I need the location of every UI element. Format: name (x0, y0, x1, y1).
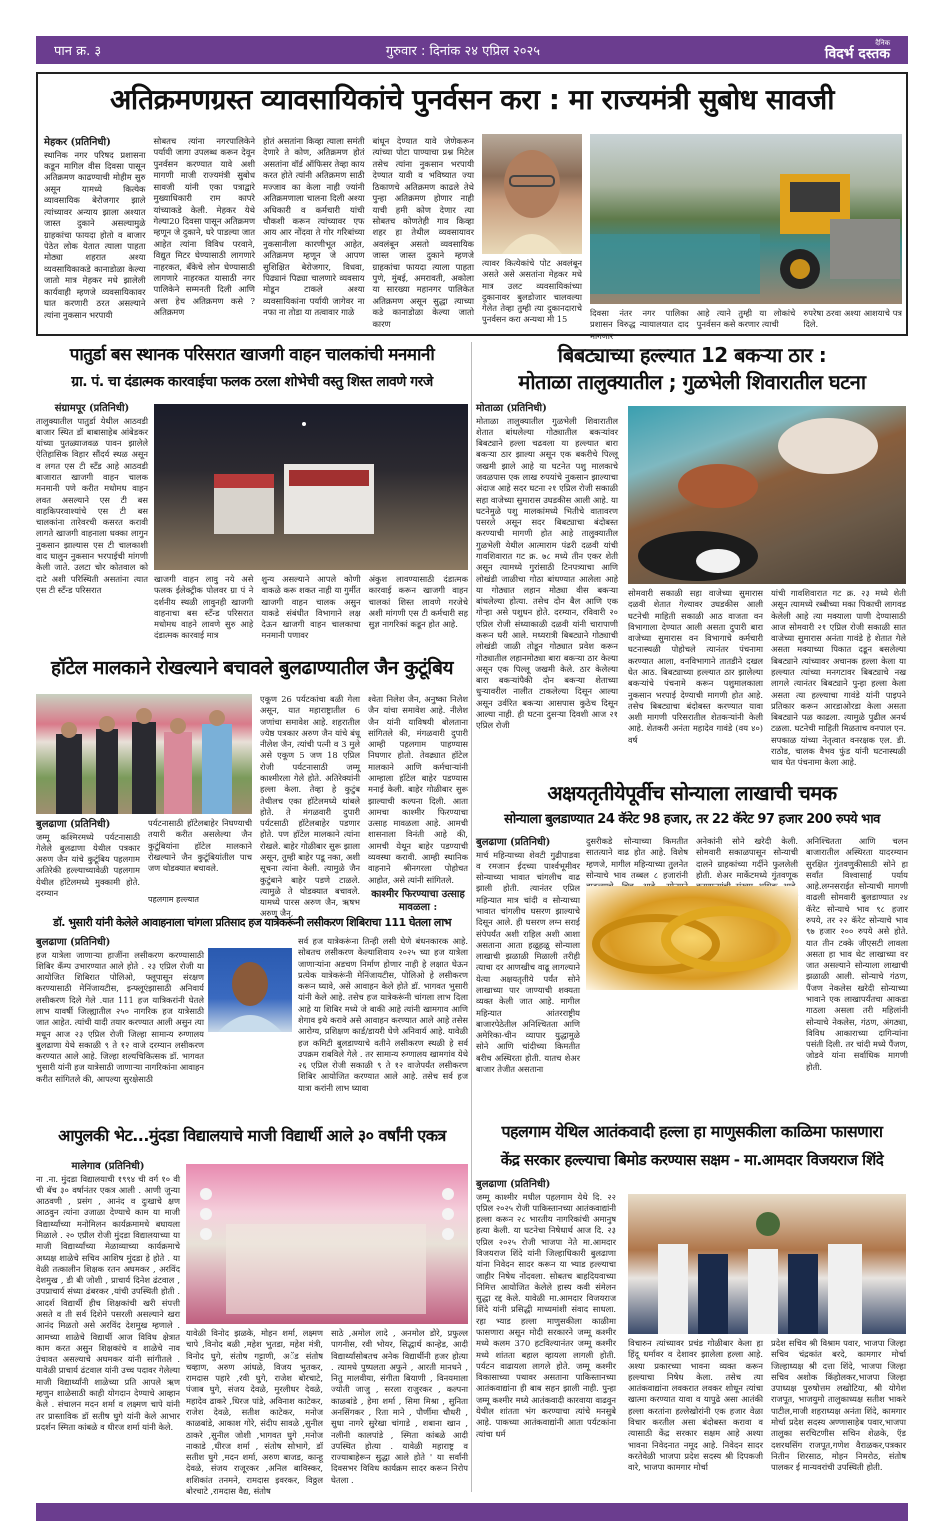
article-column (36, 1160, 180, 1498)
article-subheadline: केंद्र सरकार हल्ल्याचा बिमोड करण्यास सक्षम - मा.आमदार विजयराज शिंदे (500, 1151, 884, 1169)
gold-bangles-photo (586, 886, 798, 990)
issue-date: गुरुवार : दिनांक २४ एप्रिल २०२५ (385, 44, 541, 59)
column-divider (471, 342, 472, 1492)
article-gold-price (476, 778, 908, 1112)
article-subheadline: मोताळा तालुक्यातील ; गुळभेली शिवारातील घटना (518, 370, 866, 394)
article-subheadline: सोन्याला बुलडाण्यात 24 कॅरेट 98 हजार, तर 22 कॅरेट 97 हजार 200 रुपये भाव (504, 812, 880, 827)
article-text: मोताळा तालुक्यातील गुळभेली शिवारातील शेतात बांधलेल्या गोठ्यातील बकऱ्यांवर बिबट्याने हल्ला चढवला या हल्ल्यात बारा बकऱ्या ठार झाल्या असून एक बकरीचे पिल्लू जखमी झाले आहे या घटनेत पशु मालकाचे जवळपास एक लाख रुपयांचे नुकसान झाल्याचा अंदाज आहे सदर घटना २१ एप्रिल रोजी सकाळी सहा वाजेच्या सुमारास उघडकीस आली आहे. या घटनेमुळे पशु मालकांमध्ये भितीचे वातावरण पसरले असून सदर बिबट्याचा बंदोबस्त करण्याची मागणी होत आहे तालुक्यातील गुळभेली येथील आत्माराम पंढरी दळवी यांची गावशिवारात गट क्र. ७८ मध्ये तीन एकर शेती असून त्यामध्ये गुरांसाठी टिनपत्र्याचा आणि लोखंडी जाळीचा गोठा बांधण्यात आलेला आहे या गोठ्यात लहान मोठ्या वीस बकऱ्या बांधलेल्या होत्या. तसेच दोन बैल आणि एक गोऱ्हा असे पशुधन होते. दरम्यान, रविवारी २० एप्रिल रोजी संध्याकाळी दळवी यांनी चारापाणी करून घरी आले. मध्यरात्री बिबट्याने गोठ्याची लोखंडी जाळी तोडून गोठ्यात प्रवेश करून गोठ्यातील लहानमोठ्या बारा बकऱ्या ठार केल्या असून एक पिल्लू जखमी केले. ठार केलेल्या बारा बकऱ्यांपैकी दोन बकऱ्या शेताच्या धुऱ्यावरील नालीत टाकलेल्या दिसून आल्या असून उर्वरित बकऱ्या आसपास कुठेच दिसून आल्या नाही. ही घटना दुसऱ्या दिवशी आज २१ एप्रिल रोजी (476, 415, 618, 731)
photo-caption: पहलगाम हल्ल्यात (148, 895, 199, 904)
article-subheadline-wrap (36, 368, 468, 398)
article-headline: आपुलकी भेट...मुंदडा विद्यालयाचे माजी विद्यार्थी आले ३० वर्षांनी एकत्र (58, 1126, 446, 1145)
article-headline: डॉ. भुसारी यांनी केलेले आवाहनाला चांगला प्रतिसाद हज यात्रेकरूंनी लसीकरण शिबिराचा 111 घेतला लाभ (53, 916, 451, 929)
article-column: प्रदेश सचिव श्री विश्राम पवार, भाजपा जिल्हा सचिव चंद्रकांत बरदे, कामगार मोर्चा जिल्हाध्यक्ष श्री दत्ता शिंदे, भाजपा जिल्हा सचिव अशोक किंहोलकर,भाजपा जिल्हा उपाध्यक्ष पुरुषोत्तम लखोटिया, श्री योगेश राजपूत, भाजयुमो तालुकाध्यक्ष सतीश भाकरे पाटील,माजी शहराध्यक्ष अनंता शिंदे, कामगार मोर्चा प्रदेश सदस्य अण्णासाहेब पवार,भाजपा तालुका सरचिटणीस सचिन शेळके, ऍड दशरथसिंग राजपूत,गणेश वैराळकर,पत्रकार नितीन शिरसाठ, मोहन निमरोठ, संतोष पालकर ई मान्यवरांची उपस्थिती होती. (771, 1338, 906, 1473)
footer-bar (36, 1503, 908, 1521)
dead-goats-photo (628, 406, 906, 584)
bangle-icon (586, 886, 798, 990)
article-column: सोबतच त्यांना नगरपालिकेने पर्यायी जागा उपलब्ध करून देवून पुनर्वसन करण्यात यावे अशी मागणी माजी राज्यमंत्री सुबोध सावजी यांनी एका पत्राद्वारे मुख्याधिकारी राम कापरे यांच्याकडे केली. मेहकर येथे गेल्या20 दिवसा पासून अतिक्रमण म्हणून जे दुकाने, घरे पाडल्या जात आहेत त्यांना विविध परवाने, विद्युत मिटर घेण्यासाठी लागणारे नाहरकत, बँकेचे लोन घेण्यासाठी लागणारे नाहरकत यासाठी नगर पालिकेने सम्मनती दिली आणि अत्ता हेच अतिक्रमण कसे ? अतिक्रमण (153, 136, 255, 318)
officials-group-icon (628, 1194, 906, 1334)
doctor-portrait-photo (208, 948, 292, 1032)
article-text: हज यात्रेला जाणाऱ्या हाजींना लसीकरण करण्यासाठी शिबिर कँम्प उभारण्यात आले होते . २३ एप्रिल रोजी या आयोजित शिबिरात पोलिओ, फ्लूपासून संरक्षण करण्यासाठी मेनिंजायटीस, इन्फ्लूएंझासाठी अनिवार्य लसीकरण दिले गेले .यात 111 हज यात्रिकरांनी घेतले लाभ यावर्षी जिल्ह्यातील २५० नागरिक हज यात्रेसाठी जात आहेत. त्यांची यादी तयार करण्यात आली असुन त्या मधून आज २३ एप्रिल रोजी जिल्हा सामान्य रुग्णालय बुलढाणा येथे सकाळी ९ ते १२ वाजे दरम्यान लसीकरण करण्यात आले आहे. जिल्हा शल्यचिकित्सक डॉ. भागवत भुसारी यांनी हज यात्रेसाठी जाणाऱ्या नागरिकांना आवाहन करीत सांगितले की, आपल्या सुरक्षेसाठी (36, 949, 204, 1084)
article-column: खाजगी वाहन लावु नये असे फलक ईलेक्ट्रीक पोलवर ग्रा पं ने दर्शनीय स्थळी लावुनही खाजगी वाहनाचा बस स्टँन्ड परिसरात मधोमध वाहने लावणे सुरु आहे दंडात्मक कारवाई मात्र (154, 574, 254, 641)
article-column: अंकुश लावण्यासाठी दंडात्मक कारवाई करून खाजगी वाहन चालकां शिस्त लावणे गरजेचे अशी मांगणी एस टी कर्मचारी सह सुज्ञ नागरिकां कडून होत आहे. (368, 574, 468, 630)
dateline: बुलढाणा (प्रतिनिधी) (36, 819, 111, 830)
article-jain-family (36, 650, 468, 919)
article-text: तालुक्यातील पातुर्डा येथील आठवडी बाजार स्थित डॉ बाबासाहेब आंबेडकर यांच्या पुतळ्याजवळ पावन झालेले ऐतिहासिक विहार सौंदर्य स्थळ असून व लगत एस टी स्टँड आहे आठवडी बाजारात खाजगी वाहन चालक मनमानी पणे करीत मधोमध वाहन लवत असल्याने एस टी बस वाहकिपरवाश्यांचे एस टी बस चालकांना तारेवरची कसरत करावी लागते खाजगी वाहनाला धक्का लागुन नुकसान झाल्यास एस टी चालकाशी वाद घालुन नुकसान भरपाईची मांगणी केली जाते. उलटा चोर कोतवाल को दाटे अशी परिस्थिती असतांना त्यात एस टी स्टँन्ड परिसरात (36, 415, 148, 595)
bulldozer-demolition-photo (590, 134, 902, 304)
article-paturda-bus (36, 342, 468, 642)
article-column: सर्व हज यात्रेकरूंना तिन्ही लसी घेणे बंधनकारक आहे. सोबतच लसीकरण केल्याशिवाय २०२५ च्या हज यात्रेला जाणाऱ्यांना अडचण निर्माण होणार नाही हे लक्षात घेऊन प्रत्येक यात्रेकरूंनी मेनिंजायटीस, पोलिओ हे लसीकरण करून घ्यावे, असे आवाहन केले होते डॉ. भागवत भुसारी यांनी केले आहे. तसेच हज यात्रेकरूंनी चांगला लाभ दिला आहे या शिबिर मध्ये जे बाकी आहे त्यांनी खामगाव आणि शेगाव इथे करावे असे आवाहन करण्यात आले आहे तसेस आरोग्य, प्रशिक्षण कार्ड/डायरी घेणे अनिवार्य आहे. यावेळी हज कमिटी बुलडाण्याचे वतीने लसीकरण स्थळी हे सर्व उपक्रम राबविले गेले . तर सामान्य रुग्णालय खामगांव येथे २६ एप्रिल रोजी सकाळी ९ ते १२ वाजेपर्यंत लसीकरण शिबिर आयोजित करण्यात आले आहे. तसेच सर्व हज यात्रा करांनी लाभ घ्यावा (298, 936, 468, 1093)
article-body-top (586, 836, 798, 880)
article-column: विचारुन त्यांच्यावर प्रचंड गोळीबार केला हा हिंदू धर्मावर व देशावर झालेला हल्ला आहे. अश्या प्रकारच्या भावना व्यक्त करून हल्ल्याचा निषेध केला. तसेच त्या आतंकवाद्यांना लवकरात लवकर शोधून त्यांचा खात्मा करण्यात यावा व यापुढे असा आतंकी हल्ला करतांना हल्लेखोरांनी एक हजार वेळा विचार करतील असा बंदोबस्त करावा व त्यासाठी केंद्र सरकार सक्षम आहे अश्या भावना निवेदनात नमूद आहे. निवेदन सादर करतेवेळी भाजपा प्रदेश सदस्य श्री दिपकजी वारे, भाजपा कामगार मोर्चा (628, 1338, 763, 1473)
dateline: मेहकर (प्रतिनिधी) (44, 137, 111, 148)
people-group-icon (36, 694, 252, 814)
article-column: साठे ,अमोल लादे , अनमोल डोरे, प्रफुल्ल पागनीस, रवी भोयर, सिद्धार्थ कान्हेड, आदी विद्यार्थ्यांसोबतच अनेक विद्यार्थीनी हजर होत्या . त्यामधे पुष्पलता अफुने , आरती मानधने , नितु मालवीया, संगीता बियाणी , विनयमाला ज्योती जाजु , सरला राजुरकर , कल्पना काळबांडे , हेमा शर्मा , सिमा मिश्रा , सुनिता अनसिंगकर , रिता माने , पौर्णीमा चौधरी , सुधा नागरे सुरेखा चांगाडे , शबाना खान , नलीनी कालपांडे , स्मिता कांबळे आदी उपस्थित होत्या . यावेळी महाराष्ट्र व राज्याबाहेरून सुद्धा आले होते ' या सर्वांनी दिवसभर विविध कार्यक्रम सादर करून निरोप घेतला . (331, 1328, 468, 1485)
article-body (44, 136, 474, 332)
article-headline: पहलगाम येथिल आतंकवादी हल्ला हा माणुसकीला काळिमा फासणारा (501, 1122, 883, 1141)
article-body (628, 588, 906, 770)
article-column (36, 936, 204, 1112)
article-column (476, 1178, 616, 1498)
article-leopard-attack (476, 342, 908, 772)
article-headline: बिबट्याच्या हल्ल्यात 12 बकऱ्या ठार : (557, 343, 827, 367)
article-school-reunion (36, 1118, 468, 1498)
balloon-arch-icon (186, 1164, 468, 1324)
article-headline: हॉटेल मालकाने रोखल्याने बचावले बुलढाण्यातील जैन कुटूंबिय (50, 657, 454, 679)
dateline: बुलढाणा (प्रतिनिधी) (476, 837, 551, 848)
article-column: त्यावर कित्येकांचे पोट अवलंबून असते असे असतांना मेहकर मधे मात्र उलट व्यवसायिकांच्या दुकानावर बुलडोजार चालवल्या गेलेत तेव्हा तुम्ही त्या दुकानदाराचे पुनर्वसन करा अन्यथा मी 15 (482, 258, 582, 325)
bus-icon (154, 404, 468, 570)
article-column: एकूण 26 पर्यटकांचा बळी गेला असून, यात महाराष्ट्रातील 6 जणांचा समावेश आहे. शहरातील ज्येष्ठ पत्रकार अरुण जैन यांचे बंधू नीलेश जैन, त्यांची पत्नी व 3 मुले असे एकूण 5 जण 18 एप्रिल रोजी पर्यटनासाठी जम्मू काश्मीरला गेले होते. अतिरेक्यांनी हल्ला केला. तेव्हा हे कुटुंब तेथीलच एका हॉटेलमध्ये थांबले होते. ते मंगळवारी दुपारी पर्यटसाठी हॉटेलबाहेर पडणार होते. पण हॉटेल मालकाने त्यांना रोखले. बाहेर गोळीबार सुरू झाला असून, तुम्ही बाहेर पडू नका, अशी सूचना त्यांना केली. त्यामुळे जैन कुटुंबाने बाहेर पडणे टाळले. त्यामुळे ते थोडक्यात बचावले. यामध्ये पारस अरुण जैन, ऋषभ अरुण जैन, (260, 694, 360, 919)
article-body (186, 1328, 468, 1498)
newspaper-logo (825, 40, 890, 61)
brand-name: विदर्भ दस्तक (824, 45, 890, 62)
article-text: ना .ना. मुंदडा विद्यालयाची १९९४ ची वर्ग १० वी ची बॅच ३० वर्षानंतर एकत्र आली . आणी जुन्या आठवणी , प्रसंग , आनंद व दुःखाचे क्षण आठवुन त्यांना उजाळा देण्याचे काम या माजी विद्यार्थ्यांच्या मनोमिलन कार्यक्रमामधे बघायला मिळाले . २० एप्रील रोजी मुंदडा विद्यालयाच्या या माजी विद्यार्थ्यांच्या मेळाव्याच्या कार्यक्रमाचे अध्यक्ष शाळेचे सचिव आशिष मुंदडा हे होते . या वेळी तत्कालीन शिक्षक रतन अघमकर , अरविंद देशमुख , डी बी जोशी , प्राचार्य दिनेश ढंटवाल , उपप्राचार्य संध्या ढंबरकर ,यांची उपस्थिती होती . आदर्श विद्यार्थी हीच शिक्षकांची खरी संपत्ती असते व ती सर्व दिशेने पसरली असल्याने खरा आनंद मिळतो असे अरविंद देशमुख म्हणाले . आमच्या शाळेचे विद्यार्थी आज विविध क्षेत्रात काम करत असुन शिक्षकांचे व शाळेचे नाव उंचावत असल्याचे अघमकर यांनी सांगीतले . यावेळी प्राचार्य ढंटवाल यांनी उच्च पदावर गेलेल्या माजी विद्यार्थ्यांनी शाळेच्या प्रति आपले ऋण म्हणुन शाळेसाठी काही योगदान देण्याचे आव्हान केले . संचालन मदन शर्मा व लक्ष्मण चापे यांनी तर प्रास्ताविक डॉ सतीष घुगे यांनी केले आभार प्रदर्शन स्मिता कांबळे व धीरज शर्मा यांनी केले. (36, 1173, 180, 1432)
article-column: दुसरीकडे सोन्याच्या किमतीत सातत्याने वाढ होत आहे. विशेष म्हणजे, मागील महिन्याच्या तुलनेत सोन्याचे भाव तब्बल ८ हजारांनी (586, 836, 688, 880)
goat-icon (628, 406, 906, 584)
article-encroachment (36, 72, 908, 341)
article-column: आहे त्याने तुम्ही या लोकांचे पुनर्वसन कसे करणार त्याची (696, 308, 796, 330)
article-column: पर्यटनासाठी हॉटेलबाहेर निघण्याची तयारी करीत असलेल्या जैन कुटूंबियांना हॉटेल मालकाने रोखल्याने जैन कुटूंबियांतील पाच जण थोडक्यात बचावले. (148, 818, 252, 874)
article-body (260, 694, 468, 919)
article-column: यांची गावशिवारात गट क्र. २३ मध्ये शेती असून त्यामध्ये रब्बीच्या मका पिकाची लागवड केलेली आहे त्या मक्याला पाणी देण्यासाठी आज सोमवारी २१ एप्रिल रोजी सकाळी सात वाजेच्या सुमारास अनंता गावंडे हे शेतात गेले असता मक्याच्या पिकात दडून बसलेल्या बिबट्याने त्यांच्यावर अचानक हल्ला केला या हल्ल्यात त्यांच्या मनगटावर बिबट्याचे नख लागले त्यानंतर बिबट्याने पुन्हा हल्ला केला असता त्या हल्ल्याचा गावंडे यांनी पाइपने प्रतिकार करून आरडाओरडा केला असता बिबट्याने पळ काढला. त्यामुळे पुढील अनर्थ टळला. घटनेची माहिती मिळताच वनपाल एन. सपकाळ यांच्या नेतृत्वात वनरक्षक एल. डी. राठोड, चालक वैभव फुंड यांनी घटनास्थळी धाव घेत पंचनामा केला आहे. (771, 588, 906, 768)
brand-tagline: दैनिक (875, 38, 890, 47)
dateline: मोताळा (प्रतिनिधी) (476, 403, 547, 414)
dateline: मालेगाव (प्रतिनिधी) (71, 1161, 145, 1172)
article-column: सोमवारी सकाळी सहा वाजेच्या सुमारास दळवी शेतात गेल्यावर उघडकीस आली घटनेची माहिती सकाळी आठ वाजता वन विभागाला देण्यात आली असता दुपारी बारा वाजेच्या सुमारास वन विभागाचे कर्मचारी घटनास्थळी पोहोचले त्यानंतर पंचनामा करण्यात आला, वनविभागाने तातडीने दखल घेत आठ. बिबट्याच्या हल्ल्यात ठार झालेल्या बकऱ्यांचे पंचनामे करून पशुमालकाला नुकसान भरपाई देण्याची मागणी होत आहे. तसेच बिबट्याचा बंदोबस्त करण्यात यावा अशी मागणी परिसरातील शेतकऱ्यांनी केली आहे. शेतकरी अनंता महादेव गावंडे (वय ४०) वर्ष (628, 588, 763, 745)
bulldozer-icon (590, 134, 902, 304)
politician-portrait-photo (482, 134, 582, 254)
article-column (36, 402, 148, 642)
article-body (154, 574, 468, 642)
jain-family-photo (36, 694, 252, 814)
gold-body-overflow-note (586, 994, 798, 1112)
memorandum-handover-photo (628, 1194, 906, 1334)
photo-caption-row (590, 308, 903, 341)
portrait-figure-icon (208, 948, 292, 1032)
article-headline: पातुर्डा बस स्थानक परिसरात खाजगी वाहन चालकांची मनमानी (69, 345, 435, 365)
article-column: अनिश्चितता आणि चलन बाजारातील अस्थिरता यादरम्यान सुरक्षित गुंतवणुकीसाठी सोने हा सर्वांत विश्वासार्ह पर्याय आहे.लग्नसराईत सोन्याची मागणी वाढली सोमवारी बुलडाण्यात २४ कॅरेट सोन्याचे भाव ९८ हजार रुपये, तर २२ कॅरेट सोन्याचे भाव ९७ हजार २०० रुपये असे होते. यात तीन टक्के जीएसटी लावला असता हा भाव थेट लाखाच्या वर जात असल्याने सोन्याला लाखाची झळाळी आली. सोन्याचे गंठण, पैंजण नेकलेस खरेदी सोन्याच्या भावाने एक लाखापर्यंतचा आकडा गाठला असला तरी महिलांनी सोन्याचे नेकलेस, गंठण, अंगठ्या, विविध आकाराच्या दागिन्यांना पसंती दिली. तर चांदी मध्ये पैंजण, जोडवे यांना सर्वाधिक मागणी होती. (806, 836, 908, 1072)
dateline: बुलढाणा (प्रतिनिधी) (36, 937, 111, 948)
article-column: यावेळी विनोद झळके, मोहन शर्मा, लक्ष्मण चापे ,विनोद बळी ,महेश भुतडा, महेश मंत्री, विनोद घुगे, संतोष गट्टाणी, अॅड संतोष चव्हाण, अरुण आंधळे, विजय भुतकर, रामदास पहारे ,रवी घुगे, राजेश बोरचाटे, पंजाब घुगे, संजय देवळे, मुरलीधर देवळे, महादेव ढाकरे ,धिरज पांडे, अविनाश काटेकर, राजेश देवळे, सतीश काटेकर, मनोज काळबांडे, आकाश गोरे, संदीप सावळे ,सुनील ठाकरे ,सुनील जोशी ,भागवत घुगे ,मनोज नाकाडे ,धीरज शर्मा , संतोष सोभागे, डॉ सतीश घुगे ,मदन शर्मा, अरुण बाजड, कान्हू देवळे, संजय राजूरकर ,अनिल बाविस्कर, शशिकांत तनमने, रामदास इवरकर, विठ्ठल बोरचाटे ,रामदास वैद्य, संतोष (186, 1328, 323, 1496)
masthead-bar (36, 36, 908, 64)
dateline: संग्रामपूर (प्रतिनिधी) (54, 403, 130, 414)
article-column (476, 402, 618, 770)
portrait-figure-icon (482, 134, 582, 254)
article-headline: अक्षयतृतीयेपूर्वीच सोन्याला लाखाची चमक (547, 781, 837, 805)
article-column: बांधून देण्यात यावे जेणेकरून त्यांच्या पोटा पाण्याचा प्रश्न मिटेल तसेच त्यांना नुकसान भरपायी देण्यात यावी व भविष्यात ज्या ठिकाणचे अतिक्रमण काढले तेथे पुन्हा अतिक्रमण होणार नाही याची हमी कोण देणार त्या सोबतच कोणतेही गाव किव्हा शहर हा तेथील व्यवसायावर अवलंबून असतो व्यवसायिक जास्त जास्त दुकाने म्हणजे ग्राहकांचा फायदा त्याला पाहता पुणे, मुंबई, अमरावती, अकोला या सारख्या महानगर पालिकेत अतिक्रमण असून सुद्धा त्याच्या कडे कानाडोळा केल्या जातो कारण (372, 136, 474, 329)
article-body (36, 818, 252, 898)
article-column: अनेकांनी सोने खरेदी केली. सोमवारी सकाळपासून सोन्याची दालने ग्राहकांच्या गर्दीने फुललेली होती. शेअर मार्केटमध्ये गुंतवणूक (696, 836, 798, 880)
article-subhead: काश्मीर फिरण्याचा उत्साह मावळला : (371, 888, 465, 914)
dateline: बुलढाणा (प्रतिनिधी) (476, 1179, 551, 1190)
article-column: होतं असतांना किव्हा त्याला समंती देणारे ते कोण, अतिक्रमण होतं असतांना वॉर्ड ऑफिसर तेव्हा काय करत होते त्यांनी अतिक्रमण साठी मज्जाव का केला नाही ज्यांनी अतिक्रमणाला चालना दिली अश्या अधिकारी व कर्मचारी यांची चौकशी करून त्यांच्यावर एफ आय आर नोंदवा ते गोर गरिबांच्या नुकसानीला कारणीभूत आहेत, अतिक्रमण म्हणून जे आपण सुशिक्षित बेरोजगार, विधवा, पिढ्यानं पिढ्या चालणारे व्यवसाय मोडून टाकले अश्या व्यवसायिकांना पर्यायी जागेवर ना नफा ना तोडा या तत्वावार गाळे (263, 136, 365, 318)
article-text: जम्मू काश्मीर मधील पहलगाम येथे दि. २२ एप्रिल २०२५ रोजी पाकिस्तानच्या आतंकवाद्यांनी हल्ला करून २८ भारतीय नागरिकांची अमानुष हत्या केली. या घटनेचा निषेधार्थ आज दि. २३ एप्रिल २०२५ रोजी भाजपा नेते मा.आमदार विजयराज शिंदे यांनी जिल्हाधिकारी बुलढाणा यांना निवेदन सादर करून या भ्याड हल्ल्याचा जाहीर निषेध नोंदवला. सोबतच बाहदियवाच्या निमित्त आयोजित केलेले हास्य कवी संमेलन सुद्धा रद्द केले. यावेळी मा.आमदार विजयराज शिंदे यांनी प्रसिद्धी माध्यमांशी संवाद साधला. रहा भ्याड हल्ला माणुसकीला काळीमा फासणारा असून मोदी सरकारने जम्मू कश्मीर मध्ये कलम 370 हटविल्यानंतर जम्मू कश्मीर मध्ये शांतता बहाल व्हायला लागली होती. पर्यटन वाढायला लागले होते. जम्मू कश्मीर विकासाच्या पथावर असताना पाकिस्तानच्या आतंकवाद्यांना ही बाब सहन झाली नाही. पुन्हा जम्मू कश्मीर मध्ये आतंकवादी कारवाया वाढवुन येथील शांतता भंग करण्याचा त्यांचे मनसुबे आहे. पाकच्या आतंकवाद्यांनी आता पर्यटकांना त्यांचा धर्म (476, 1191, 616, 1439)
page-number: पान क्र. ३ (54, 44, 102, 59)
article-column: जम्मू कश्मिरमध्ये पर्यटनासाठी गेलेले बुलढाणा येथील पत्रकार अरुण जैन यांचे कुटूंबिय पहलगाम अतिरेकी हल्ल्याच्यावेळी पहलगाम येथील हॉटेलमध्ये मुक्कामी होते. दरम्यान (36, 831, 140, 898)
article-body (628, 1338, 906, 1498)
article-column: शुन्य असल्याने आपले कोणी वाकळे करू शकत नाही या गुर्मीत खाजगी वाहन चालक असुन याकडे संबंधीत विभागाने लक्ष देऊन खाजगी वाहन चालकाचा मनमानी पणावर (261, 574, 361, 641)
bus-stand-night-photo (154, 404, 468, 570)
article-column (476, 836, 580, 1112)
article-column: रुपरेषा ठरवा अश्या आशयाचे पत्र दिले. (803, 308, 903, 330)
article-column: श्वेता निलेश जैन, अनुष्का निलेश जैन यांचा समावेश आहे. नीलेश जैन यांनी याविषयी बोलताना सांगितले की, मंगळवारी दुपारी आम्ही पहलगाम पाहण्यास निघणार होतो. तेवढ्यात हॉटेल मालकाने आणि कर्मचाऱ्यांनी आम्हाला हॉटेल बाहेर पडण्यास मनाई केली. बाहेर गोळीबार सुरू झाल्याची कल्पना दिली. आता आमचा काश्मीर फिरण्याचा उत्साह मावळला आहे. आमची शासनाला विनंती आहे की, आमची येथून बाहेर पडण्याची व्यवस्था करावी. आम्ही स्थानिक वाहनाने श्रीनगरला पोहोचत आहोत, असे त्यांनी सांगितले. (368, 694, 468, 885)
article-column: दिवसा नंतर नगर पालिका प्रशासन विरुद्ध न्यायालयात दाद मागणार (590, 308, 689, 341)
article-subheadline: ग्रा. पं. चा दंडात्मक कारवाईचा फलक ठरला शोभेची वस्तु शिस्त लावणे गरजे (71, 374, 433, 390)
article-column: स्थानिक नगर परिषद प्रशासना कडून मागिल वीस दिवसा पासून अतिक्रमण काढण्याची मोहीम सुरु असून यामध्ये कित्येक व्यावसायिक बेरोजगार झाले त्यांच्यावर अन्याय झाला अश्यात जास्त दुकाने असल्यामुळे ग्राहकांचा फायदा होतो व बाजार पेठेत लोक येतात त्याला पाहता मोठ्या शहरात अश्या व्यवसायिकाकडे कानाडोळा केल्या जातो मात्र मेहकर मधे झालेली कार्यवाही म्हणजे व्यवसायिकावर घात करणारी ठरत असल्याने त्यांना नुकसान भरपायी (44, 149, 146, 320)
article-text: मार्च महिन्याच्या शेवटी गुढीपाडवा व रमजान ईदच्या पार्श्वभूमीवर सोन्याच्या भावात चांगलीच वाढ झाली होती. त्यानंतर एप्रिल महिन्यात मात्र चांदी व सोन्याच्या भावात चांगलीच घसरण झाल्याचे दिसून आले. ही घसरण लग्न सराई संपेपर्यंत अशी राहिल अशी आशा असताना आता हळूहळू सोन्याला लाखाची झळाळी मिळाली तरीही त्याचा दर आणखीच वाढू लागल्याने येत्या अक्षयतृतीये पर्यंत सोने लाखाच्या पार जाण्याची शक्यता व्यक्त केली जात आहे. मागील महिन्यात आंतरराष्ट्रीय बाजारपेठेतील अनिश्चितता आणि अमेरिका-चीन व्यापार युद्धामुळे सोने आणि चांदीच्या किमतीत बरीच अस्थिरता होती. यातच शेअर बाजार तेजीत असताना (476, 849, 580, 1074)
article-pahalgam-attack (476, 1118, 908, 1498)
article-haj-vaccination (36, 912, 468, 1112)
alumni-group-photo (186, 1164, 468, 1324)
article-headline: अतिक्रमणग्रस्त व्यावसायिकांचे पुनर्वसन करा : मा राज्यमंत्री सुबोध सावजी (109, 83, 835, 116)
